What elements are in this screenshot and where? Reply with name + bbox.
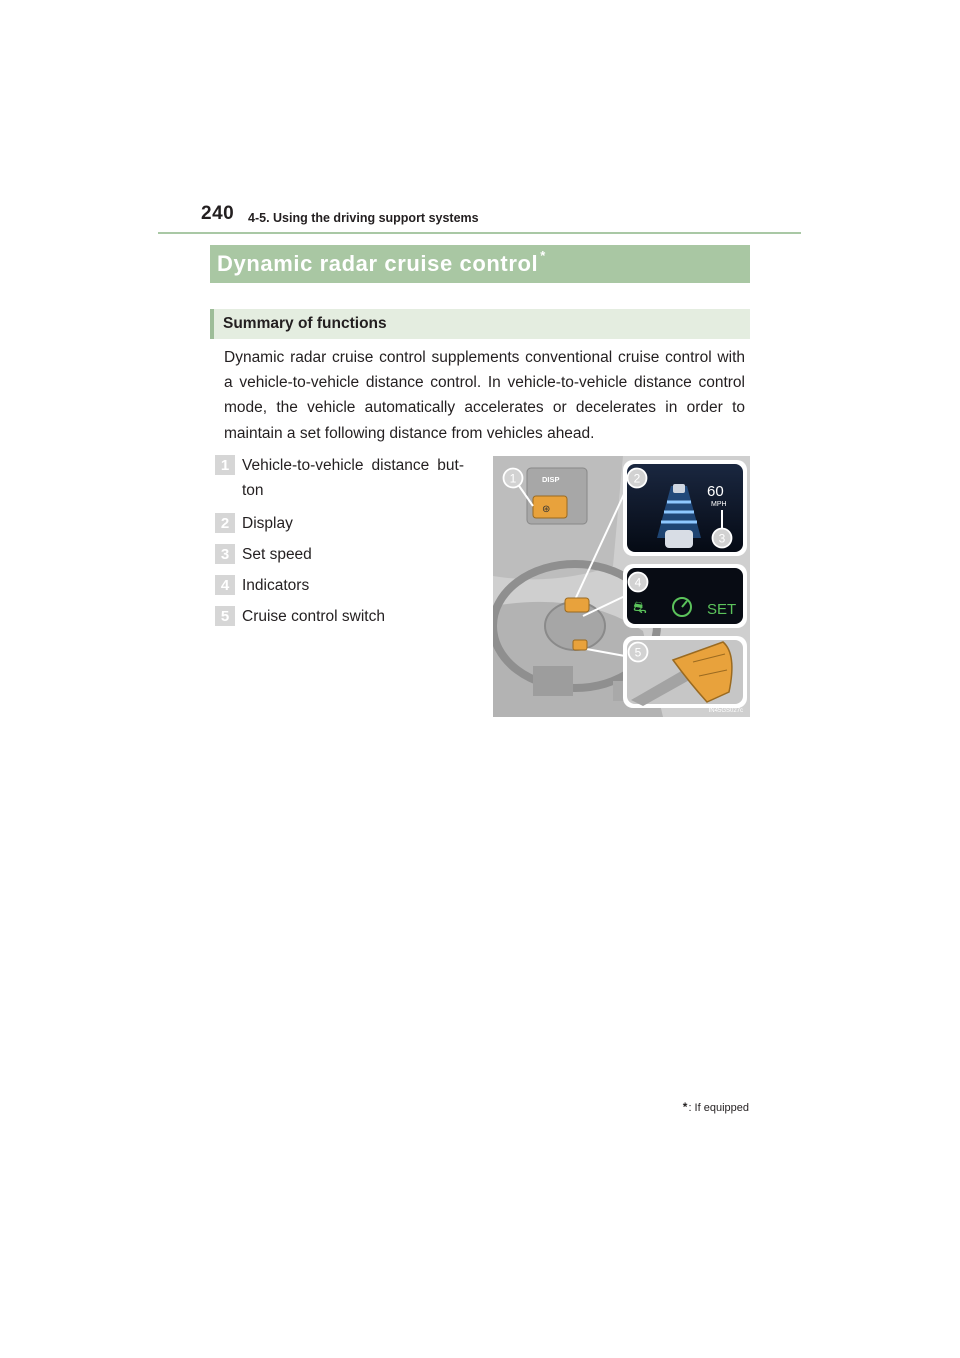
marker-3: [713, 529, 732, 548]
footnote-marker: *: [682, 1100, 688, 1114]
section-reference: 4-5. Using the driving support systems: [248, 211, 479, 225]
marker-4: [629, 573, 648, 592]
svg-text:4: 4: [634, 575, 642, 590]
subsection-title: Summary of functions: [223, 315, 387, 332]
intro-paragraph: Dynamic radar cruise control supplements conventional cruise control with a vehicle-to-vehicle distance control. In vehicle-to-vehicle distance control mode, the vehicle automatically accelerates or decelerates in order to maintain a set following distance from vehicles ahead.: [224, 349, 745, 442]
speed-unit: MPH: [711, 501, 727, 508]
page-number: 240: [201, 203, 235, 224]
callout-item: [215, 453, 477, 511]
callout-list: [215, 453, 477, 635]
cruise-switch-small: [565, 598, 589, 612]
marker-2: [628, 469, 647, 488]
subsection-bar: [210, 309, 750, 339]
illustration-code: IN45GS027c: [708, 708, 743, 714]
own-vehicle-icon: [665, 530, 693, 548]
callout-number: 4: [215, 575, 235, 595]
callout-number: 2: [215, 513, 235, 533]
if-equipped-marker: *: [540, 247, 546, 263]
callout-label: Cruise control switch: [242, 608, 385, 625]
distance-car-icon: ⊛: [542, 504, 551, 515]
svg-text:5: 5: [634, 645, 642, 660]
svg-text:2: 2: [633, 471, 641, 486]
callout-item: [215, 573, 477, 604]
callout-item: [215, 511, 477, 542]
lead-vehicle-icon: [673, 484, 685, 493]
callout-label: Display: [242, 515, 293, 532]
callout-label: Vehicle-to-vehicle distance but-ton: [242, 457, 464, 499]
callout-label: Indicators: [242, 577, 310, 594]
radar-cruise-indicator-icon: ⛐: [633, 598, 647, 617]
svg-text:3: 3: [718, 531, 726, 546]
set-indicator: SET: [707, 601, 737, 618]
disp-button-label: DISP: [542, 475, 560, 484]
callout-number: 1: [215, 455, 235, 475]
section-title: Dynamic radar cruise control: [217, 251, 539, 276]
callout-number: 3: [215, 544, 235, 564]
marker-1: [504, 469, 523, 488]
section-title-bar: [210, 245, 750, 283]
callout-label: Set speed: [242, 546, 312, 563]
callout-item: [215, 542, 477, 573]
footnote-text: : If equipped: [688, 1102, 749, 1114]
callout-item: [215, 604, 477, 635]
marker-5: [629, 643, 648, 662]
cockpit-illustration: [493, 456, 750, 717]
set-speed-value: 60: [707, 483, 724, 500]
cruise-switch-tip: [573, 640, 587, 650]
header-rule: [158, 232, 801, 234]
footnote: [683, 1100, 749, 1114]
pedal-area: [533, 666, 573, 696]
callout-number: 5: [215, 606, 235, 626]
svg-text:1: 1: [509, 471, 517, 486]
